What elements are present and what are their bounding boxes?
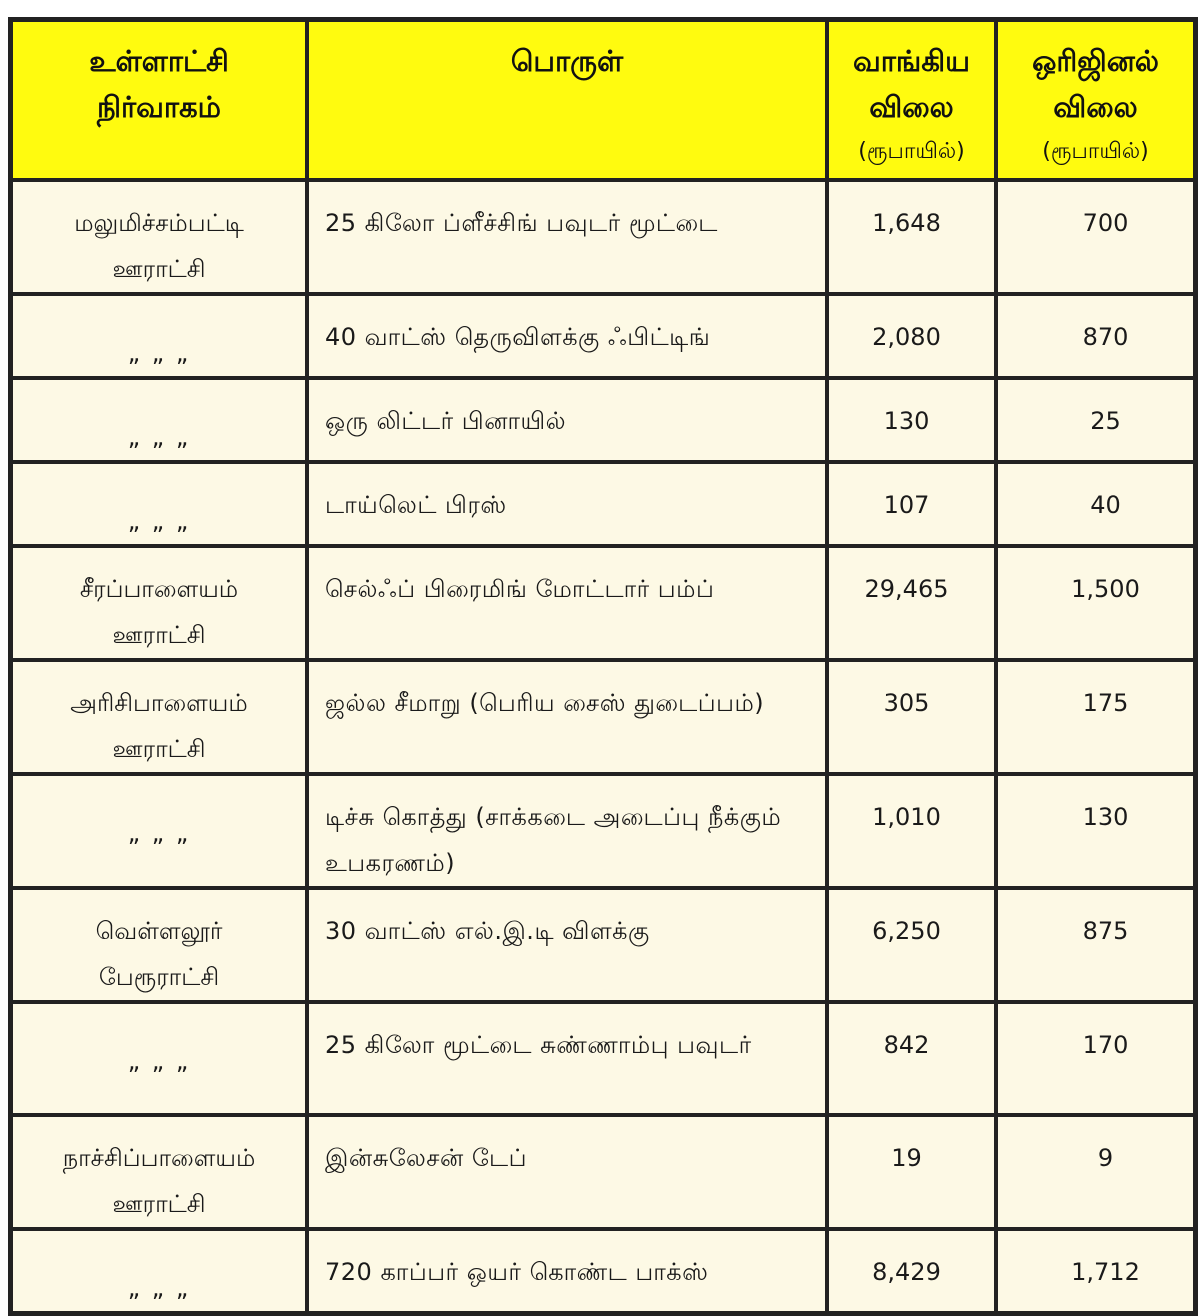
local-body-cell bbox=[11, 888, 307, 1002]
local-body-cell bbox=[11, 180, 307, 294]
original-price-cell: 1,712 bbox=[996, 1229, 1195, 1313]
local-body-name: சீரப்பாளையம் bbox=[79, 575, 239, 603]
local-body-name: நாச்சிப்பாளையம் bbox=[62, 1144, 256, 1172]
bought-price-cell: 8,429 bbox=[827, 1229, 996, 1313]
header-bought-line2: விலை bbox=[869, 90, 954, 124]
ditto-mark: „ „ „ bbox=[127, 1047, 191, 1075]
header-original-unit: (ரூபாயில்) bbox=[1042, 139, 1149, 164]
bought-price-cell: 6,250 bbox=[827, 888, 996, 1002]
original-price-cell: 9 bbox=[996, 1115, 1195, 1229]
bought-price-cell: 107 bbox=[827, 462, 996, 546]
item-cell: ஜல்ல சீமாறு (பெரிய சைஸ் துடைப்பம்) bbox=[307, 660, 827, 774]
local-body-cell bbox=[11, 378, 307, 462]
local-body-cell bbox=[11, 774, 307, 888]
ditto-mark: „ „ „ bbox=[127, 507, 191, 535]
original-price-cell: 170 bbox=[996, 1002, 1195, 1115]
local-body-cell bbox=[11, 660, 307, 774]
ditto-mark: „ „ „ bbox=[127, 339, 191, 367]
local-body-cell bbox=[11, 546, 307, 660]
table-row bbox=[11, 294, 1195, 378]
original-price-cell: 40 bbox=[996, 462, 1195, 546]
item-cell: 25 கிலோ மூட்டை சுண்ணாம்பு பவுடர் bbox=[307, 1002, 827, 1115]
table-row bbox=[11, 462, 1195, 546]
local-body-cell bbox=[11, 1115, 307, 1229]
ditto-mark: „ „ „ bbox=[127, 819, 191, 847]
local-body-cell bbox=[11, 1002, 307, 1115]
local-body-cell bbox=[11, 1229, 307, 1313]
local-body-type: ஊராட்சி bbox=[112, 1190, 206, 1218]
table-row bbox=[11, 1115, 1195, 1229]
item-cell: இன்சுலேசன் டேப் bbox=[307, 1115, 827, 1229]
original-price-cell: 25 bbox=[996, 378, 1195, 462]
header-local-body-line1: உள்ளாட்சி bbox=[89, 44, 229, 78]
table-row bbox=[11, 378, 1195, 462]
bought-price-cell: 29,465 bbox=[827, 546, 996, 660]
header-original-price bbox=[996, 20, 1195, 180]
local-body-name: மலுமிச்சம்பட்டி bbox=[74, 209, 244, 237]
header-original-line1: ஒரிஜினல் bbox=[1032, 44, 1159, 78]
item-cell: 720 காப்பர் ஒயர் கொண்ட பாக்ஸ் bbox=[307, 1229, 827, 1313]
local-body-cell bbox=[11, 294, 307, 378]
header-bought-line1: வாங்கிய bbox=[853, 44, 970, 78]
header-local-body bbox=[11, 20, 307, 180]
original-price-cell: 870 bbox=[996, 294, 1195, 378]
table-row bbox=[11, 774, 1195, 888]
original-price-cell: 875 bbox=[996, 888, 1195, 1002]
bought-price-cell: 1,010 bbox=[827, 774, 996, 888]
item-cell: ஒரு லிட்டர் பினாயில் bbox=[307, 378, 827, 462]
header-local-body-line2: நிர்வாகம் bbox=[97, 90, 221, 124]
header-row bbox=[11, 20, 1195, 180]
local-body-type: ஊராட்சி bbox=[112, 255, 206, 283]
header-bought-price bbox=[827, 20, 996, 180]
header-item bbox=[307, 20, 827, 180]
ditto-mark: „ „ „ bbox=[127, 423, 191, 451]
table-row bbox=[11, 1229, 1195, 1313]
local-body-cell bbox=[11, 462, 307, 546]
item-cell: செல்ஃப் பிரைமிங் மோட்டார் பம்ப் bbox=[307, 546, 827, 660]
local-body-name: வெள்ளலூர் bbox=[95, 917, 223, 945]
bought-price-cell: 842 bbox=[827, 1002, 996, 1115]
item-cell: 25 கிலோ ப்ளீச்சிங் பவுடர் மூட்டை bbox=[307, 180, 827, 294]
price-comparison-table bbox=[8, 17, 1198, 1316]
bought-price-cell: 130 bbox=[827, 378, 996, 462]
table-row bbox=[11, 1002, 1195, 1115]
table-row bbox=[11, 546, 1195, 660]
table-row bbox=[11, 180, 1195, 294]
ditto-mark: „ „ „ bbox=[127, 1274, 191, 1302]
header-bought-unit: (ரூபாயில்) bbox=[858, 139, 965, 164]
original-price-cell: 130 bbox=[996, 774, 1195, 888]
bought-price-cell: 2,080 bbox=[827, 294, 996, 378]
table-row bbox=[11, 660, 1195, 774]
local-body-type: ஊராட்சி bbox=[112, 621, 206, 649]
item-cell: 40 வாட்ஸ் தெருவிளக்கு ஃபிட்டிங் bbox=[307, 294, 827, 378]
original-price-cell: 700 bbox=[996, 180, 1195, 294]
table-row bbox=[11, 888, 1195, 1002]
item-cell: 30 வாட்ஸ் எல்.இ.டி விளக்கு bbox=[307, 888, 827, 1002]
local-body-name: அரிசிபாளையம் bbox=[70, 689, 248, 717]
original-price-cell: 175 bbox=[996, 660, 1195, 774]
item-cell: டாய்லெட் பிரஸ் bbox=[307, 462, 827, 546]
header-original-line2: விலை bbox=[1053, 90, 1138, 124]
bought-price-cell: 1,648 bbox=[827, 180, 996, 294]
bought-price-cell: 305 bbox=[827, 660, 996, 774]
item-cell: டிச்சு கொத்து (சாக்கடை அடைப்பு நீக்கும் உபகரணம்) bbox=[307, 774, 827, 888]
local-body-type: ஊராட்சி bbox=[112, 735, 206, 763]
local-body-type: பேரூராட்சி bbox=[98, 963, 220, 991]
original-price-cell: 1,500 bbox=[996, 546, 1195, 660]
header-item-label: பொருள் bbox=[510, 44, 624, 78]
bought-price-cell: 19 bbox=[827, 1115, 996, 1229]
